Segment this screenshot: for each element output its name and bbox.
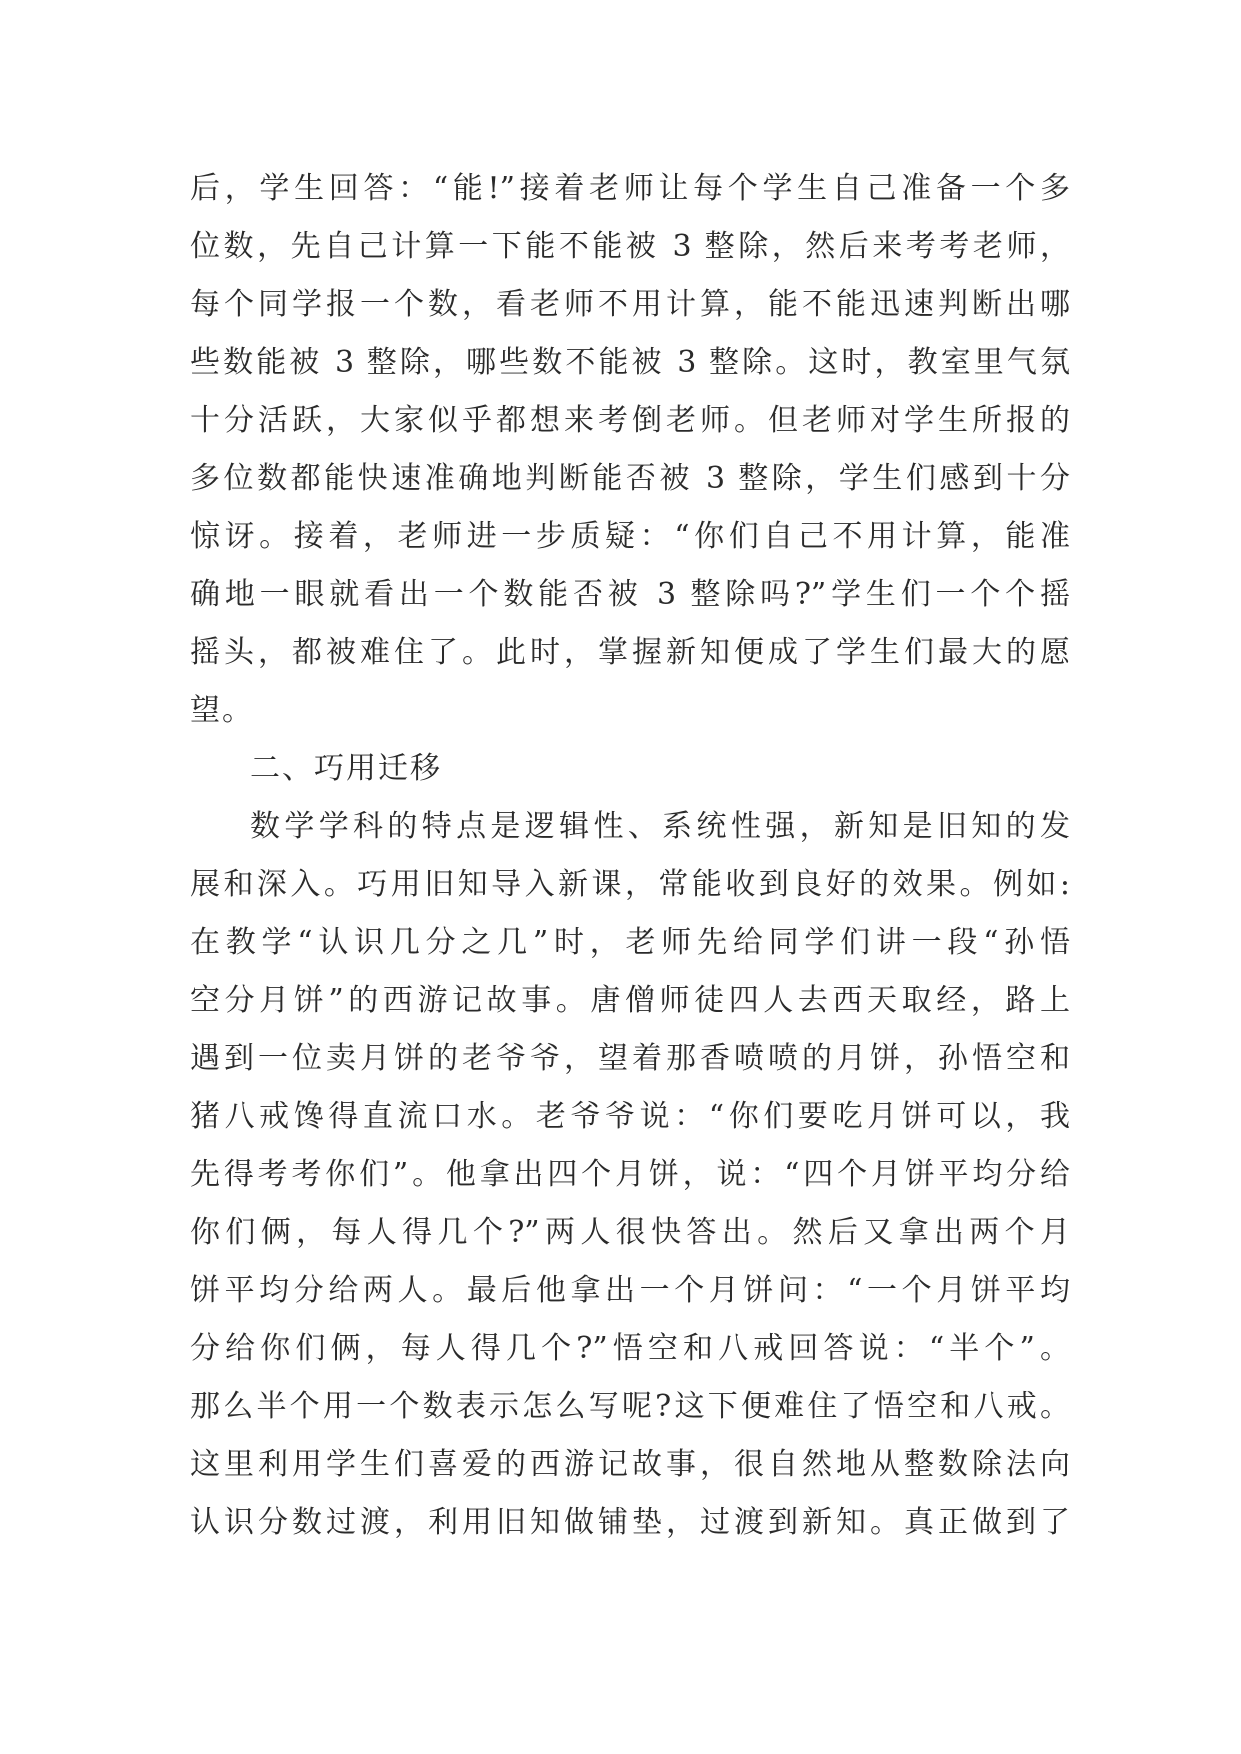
text-line: 猪八戒馋得直流口水。老爷爷说：“你们要吃月饼可以，我: [190, 1099, 1070, 1134]
text-line: 确地一眼就看出一个数能否被 3 整除吗?”学生们一个个摇: [190, 577, 1070, 612]
text-line: 那么半个用一个数表示怎么写呢?这下便难住了悟空和八戒。: [190, 1389, 1070, 1424]
text-line: 后，学生回答：“能!”接着老师让每个学生自己准备一个多: [190, 171, 1070, 206]
text-line: 饼平均分给两人。最后他拿出一个月饼问：“一个月饼平均: [190, 1273, 1070, 1308]
text-line: 你们俩，每人得几个?”两人很快答出。然后又拿出两个月: [190, 1215, 1070, 1250]
text-line: 空分月饼”的西游记故事。唐僧师徒四人去西天取经，路上: [190, 983, 1070, 1018]
text-line: 分给你们俩，每人得几个?”悟空和八戒回答说：“半个”。: [190, 1331, 1070, 1366]
body-text: [190, 160, 1070, 1552]
section-heading: 二、巧用迁移: [250, 751, 442, 786]
text-line: 展和深入。巧用旧知导入新课，常能收到良好的效果。例如:: [190, 867, 1070, 902]
paragraph-first-line: 数学学科的特点是逻辑性、系统性强，新知是旧知的发: [250, 809, 1070, 844]
text-line: 每个同学报一个数，看老师不用计算，能不能迅速判断出哪: [190, 287, 1070, 322]
text-line: 这里利用学生们喜爱的西游记故事，很自然地从整数除法向: [190, 1447, 1070, 1482]
text-line: 望。: [190, 693, 254, 728]
text-line: 些数能被 3 整除，哪些数不能被 3 整除。这时，教室里气氛: [190, 345, 1070, 380]
text-line: 多位数都能快速准确地判断能否被 3 整除，学生们感到十分: [190, 461, 1070, 496]
text-line: 先得考考你们”。他拿出四个月饼，说：“四个月饼平均分给: [190, 1157, 1070, 1192]
text-line: 十分活跃，大家似乎都想来考倒老师。但老师对学生所报的: [190, 403, 1070, 438]
text-line: 在教学“认识几分之几”时，老师先给同学们讲一段“孙悟: [190, 925, 1070, 960]
text-line: 位数，先自己计算一下能不能被 3 整除，然后来考考老师，: [190, 229, 1070, 264]
text-line: 遇到一位卖月饼的老爷爷，望着那香喷喷的月饼，孙悟空和: [190, 1041, 1070, 1076]
text-line: 认识分数过渡，利用旧知做铺垫，过渡到新知。真正做到了: [190, 1505, 1070, 1540]
text-line: 摇头，都被难住了。此时，掌握新知便成了学生们最大的愿: [190, 635, 1070, 670]
text-line: 惊讶。接着，老师进一步质疑：“你们自己不用计算，能准: [190, 519, 1070, 554]
